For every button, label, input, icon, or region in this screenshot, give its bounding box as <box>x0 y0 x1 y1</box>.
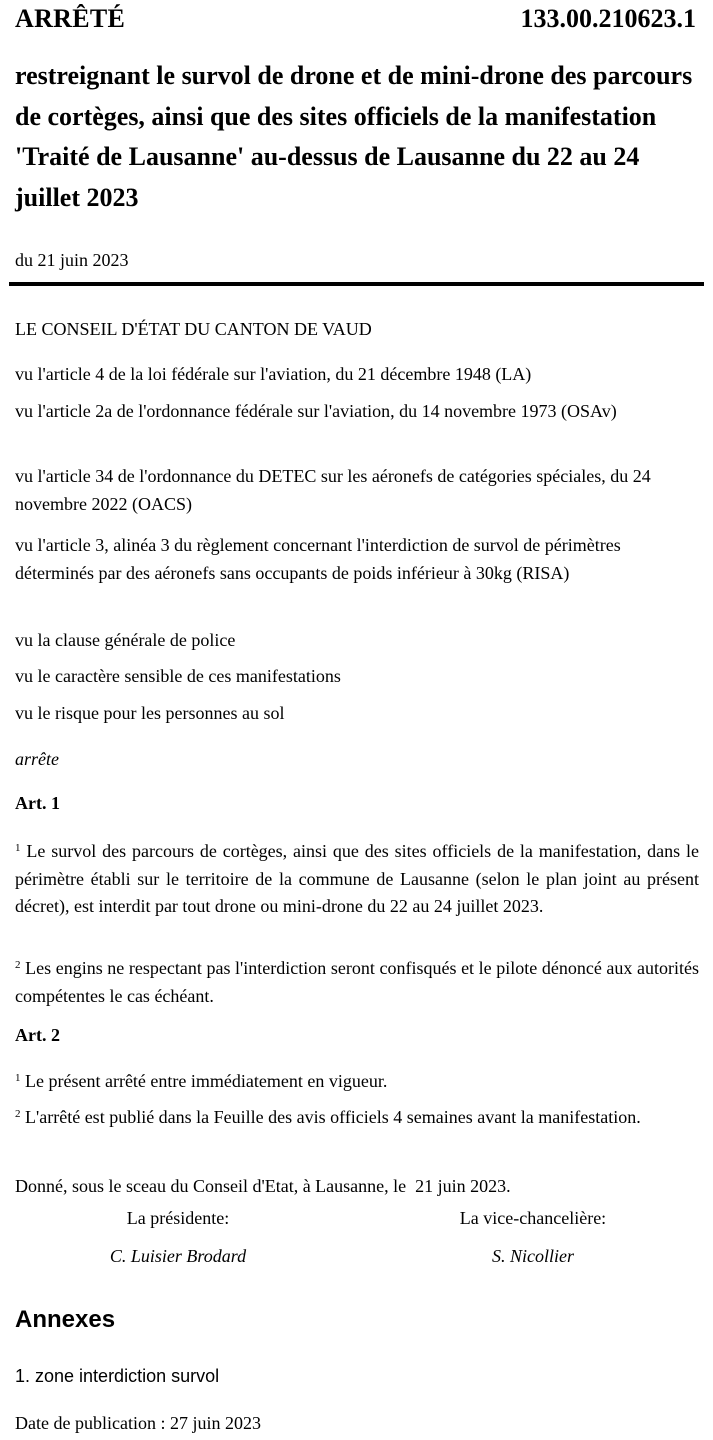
given-statement: Donné, sous le sceau du Conseil d'Etat, à Lausanne, le 21 juin 2023. <box>15 1176 511 1196</box>
vice-chancellor-name: S. Nicollier <box>492 1246 574 1266</box>
decision-word: arrête <box>15 749 59 769</box>
document-subtitle: restreignant le survol de drone et de mini-drone des parcours de cortèges, ainsi que des sites officiels de la manifestation 'Traité de Lausanne' au-dessus de Lausanne du 22 au 24 juillet 2023 <box>15 61 693 212</box>
article-paragraph <box>15 1068 699 1096</box>
paragraph-text: Le présent arrêté entre immédiatement en vigueur. <box>25 1071 388 1091</box>
paragraph-number: 2 <box>15 1108 21 1120</box>
article-paragraph <box>15 1104 699 1132</box>
consideration: vu l'article 34 de l'ordonnance du DETEC sur les aéronefs de catégories spéciales, du 24 novembre 2022 (OACS) <box>15 466 651 514</box>
annex-link[interactable]: 1. zone interdiction survol <box>15 1366 220 1386</box>
paragraph-number: 1 <box>15 1072 21 1084</box>
paragraph-text: Les engins ne respectant pas l'interdiction seront confisqués et le pilote dénoncé aux autorités compétentes le cas échéant. <box>15 958 700 1006</box>
president-role: La présidente: <box>126 1208 230 1228</box>
header-divider <box>9 282 704 286</box>
consideration: vu l'article 3, alinéa 3 du règlement concernant l'interdiction de survol de périmètres déterminés par des aéronefs sans occupants de poids inférieur à 30kg (RISA) <box>15 535 621 583</box>
consideration: vu le caractère sensible de ces manifestations <box>15 666 341 686</box>
paragraph-number: 2 <box>15 959 21 971</box>
article-paragraph <box>15 955 699 1010</box>
document-type: ARRÊTÉ <box>15 4 126 33</box>
consideration: vu l'article 4 de la loi fédérale sur l'aviation, du 21 décembre 1948 (LA) <box>15 364 532 384</box>
president-name: C. Luisier Brodard <box>109 1246 247 1266</box>
consideration: vu le risque pour les personnes au sol <box>15 703 285 723</box>
article-paragraph <box>15 838 699 921</box>
annexes-heading: Annexes <box>15 1306 116 1333</box>
article-title: Art. 1 <box>15 793 60 813</box>
publication-date: Date de publication : 27 juin 2023 <box>15 1413 261 1433</box>
vice-chancellor-role: La vice-chancelière: <box>459 1208 607 1228</box>
authority: LE CONSEIL D'ÉTAT DU CANTON DE VAUD <box>15 319 372 339</box>
paragraph-text: Le survol des parcours de cortèges, ainsi que des sites officiels de la manifestation, dans le périmètre établi sur le territoire de la commune de Lausanne (selon le plan joint au présent décret), est interdit par tout drone ou mini-drone du 22 au 24 juillet 2023. <box>15 841 700 916</box>
consideration: vu l'article 2a de l'ordonnance fédérale sur l'aviation, du 14 novembre 1973 (OSAv) <box>15 401 617 421</box>
paragraph-text: L'arrêté est publié dans la Feuille des avis officiels 4 semaines avant la manifestation. <box>25 1107 641 1127</box>
document-date: du 21 juin 2023 <box>15 250 129 270</box>
document-number: 133.00.210623.1 <box>520 4 696 33</box>
article-title: Art. 2 <box>15 1025 60 1045</box>
consideration: vu la clause générale de police <box>15 630 236 650</box>
paragraph-number: 1 <box>15 842 21 854</box>
